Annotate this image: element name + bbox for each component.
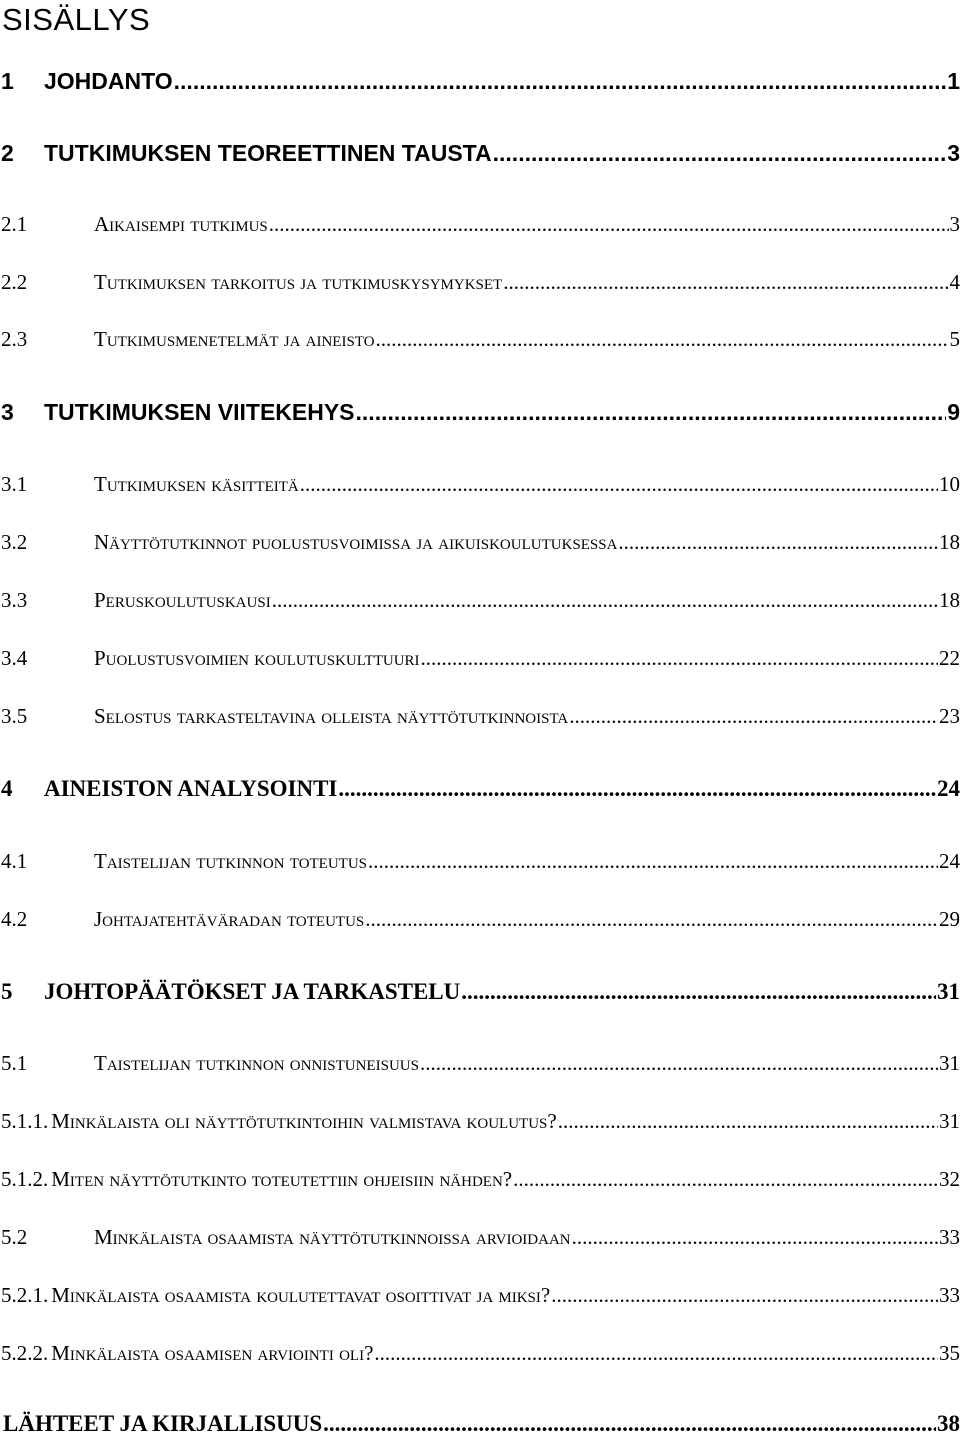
toc-entry-title: Puolustusvoimien koulutuskulttuuri xyxy=(94,646,420,671)
toc-entry-number: 2.1 xyxy=(0,212,94,237)
toc-entry-title: Tutkimusmenetelmät ja aineisto xyxy=(94,327,375,352)
dot-leader xyxy=(420,1051,938,1076)
toc-entry[interactable] xyxy=(0,704,960,740)
dot-leader xyxy=(551,1283,938,1308)
toc-entry-page: 5 xyxy=(950,327,960,352)
toc-entry[interactable] xyxy=(0,979,960,1015)
toc-entry-page: 10 xyxy=(939,472,960,497)
toc-entry-page: 9 xyxy=(947,399,960,426)
toc-entry-title: AINEISTON ANALYSOINTI xyxy=(44,776,337,802)
toc-entry-page: 32 xyxy=(939,1167,960,1192)
toc-entry-title: Johtajatehtäväradan toteutus xyxy=(94,907,364,932)
toc-entry-page: 4 xyxy=(950,270,960,295)
toc-entry-page: 3 xyxy=(950,212,960,237)
dot-leader xyxy=(272,588,938,613)
toc-entry-number: 4.1 xyxy=(0,849,94,874)
toc-entry-number: 5.1 xyxy=(0,1051,94,1076)
toc-entry-page: 24 xyxy=(937,776,960,802)
toc-entry[interactable] xyxy=(0,270,960,306)
dot-leader xyxy=(323,1411,936,1437)
toc-entry-page: 18 xyxy=(939,588,960,613)
toc-entry[interactable] xyxy=(0,849,960,885)
toc-entry-title: TUTKIMUKSEN VIITEKEHYS xyxy=(44,399,355,426)
toc-entry-number: 5.1.2. xyxy=(0,1167,48,1192)
toc-entry-title: Minkälaista osaamista koulutettavat osoittivat ja miksi? xyxy=(51,1283,550,1308)
toc-entry-number: 5 xyxy=(0,979,44,1005)
toc-entry-title: Taistelijan tutkinnon toteutus xyxy=(94,849,367,874)
toc-entry-title: LÄHTEET JA KIRJALLISUUS xyxy=(3,1411,322,1437)
dot-leader xyxy=(376,327,949,352)
dot-leader xyxy=(558,1109,938,1134)
toc-entry-page: 31 xyxy=(937,979,960,1005)
dot-leader xyxy=(269,212,949,237)
toc-entry-number: 3.2 xyxy=(0,530,94,555)
dot-leader xyxy=(368,849,938,874)
page-title: SISÄLLYS xyxy=(2,0,150,40)
dot-leader xyxy=(338,776,936,802)
toc-entry-number: 1 xyxy=(0,68,44,95)
dot-leader xyxy=(493,140,947,167)
toc-entry-number: 3.5 xyxy=(0,704,94,729)
dot-leader xyxy=(461,979,936,1005)
toc-entry[interactable] xyxy=(3,1411,960,1447)
toc-entry[interactable] xyxy=(0,646,960,682)
toc-entry-number: 2.2 xyxy=(0,270,94,295)
toc-entry[interactable] xyxy=(0,212,960,248)
toc-entry[interactable] xyxy=(0,776,960,812)
toc-entry-page: 31 xyxy=(939,1051,960,1076)
toc-entry-number: 5.2.2. xyxy=(0,1341,48,1366)
dot-leader xyxy=(174,68,947,95)
dot-leader xyxy=(374,1341,938,1366)
toc-entry-number: 3.1 xyxy=(0,472,94,497)
toc-entry-number: 3 xyxy=(0,399,44,426)
dot-leader xyxy=(569,704,938,729)
toc-entry-page: 33 xyxy=(939,1283,960,1308)
toc-entry-number: 5.2.1. xyxy=(0,1283,48,1308)
toc-entry[interactable] xyxy=(0,588,960,624)
toc-entry-title: TUTKIMUKSEN TEOREETTINEN TAUSTA xyxy=(44,140,492,167)
toc-entry-number: 2.3 xyxy=(0,327,94,352)
toc-entry-page: 1 xyxy=(947,68,960,95)
toc-entry-page: 3 xyxy=(947,140,960,167)
toc-entry-title: Tutkimuksen tarkoitus ja tutkimuskysymykset xyxy=(94,270,502,295)
toc-entry-page: 24 xyxy=(939,849,960,874)
toc-entry-title: Minkälaista osaamista näyttötutkinnoissa arvioidaan xyxy=(94,1225,571,1250)
toc-entry-number: 5.1.1. xyxy=(0,1109,48,1134)
toc-entry-number: 2 xyxy=(0,140,44,167)
toc-entry[interactable] xyxy=(0,1225,960,1261)
toc-entry-page: 38 xyxy=(937,1411,960,1437)
toc-entry-page: 23 xyxy=(939,704,960,729)
toc-entry-title: Tutkimuksen käsitteitä xyxy=(94,472,299,497)
dot-leader xyxy=(356,399,947,426)
toc-entry-title: Näyttötutkinnot puolustusvoimissa ja aikuiskoulutuksessa xyxy=(94,530,617,555)
toc-entry-number: 3.3 xyxy=(0,588,94,613)
toc-entry-number: 4.2 xyxy=(0,907,94,932)
toc-entry[interactable] xyxy=(0,327,960,363)
toc-entry-title: Minkälaista oli näyttötutkintoihin valmistava koulutus? xyxy=(51,1109,556,1134)
toc-entry[interactable] xyxy=(0,1341,960,1377)
dot-leader xyxy=(503,270,948,295)
toc-entry-title: Peruskoulutuskausi xyxy=(94,588,271,613)
toc-entry-page: 29 xyxy=(939,907,960,932)
toc-entry[interactable] xyxy=(0,399,960,435)
toc-entry-page: 22 xyxy=(939,646,960,671)
toc-entry-title: Miten näyttötutkinto toteutettiin ohjeisiin nähden? xyxy=(51,1167,512,1192)
dot-leader xyxy=(300,472,938,497)
toc-entry-title: Aikaisempi tutkimus xyxy=(94,212,268,237)
toc-entry-title: JOHDANTO xyxy=(44,68,173,95)
toc-entry-page: 33 xyxy=(939,1225,960,1250)
dot-leader xyxy=(365,907,938,932)
dot-leader xyxy=(513,1167,938,1192)
toc-entry[interactable] xyxy=(0,530,960,566)
toc-entry-number: 5.2 xyxy=(0,1225,94,1250)
toc-entry-title: Selostus tarkasteltavina olleista näyttötutkinnoista xyxy=(94,704,568,729)
dot-leader xyxy=(572,1225,938,1250)
toc-entry[interactable] xyxy=(0,1051,960,1087)
dot-leader xyxy=(618,530,938,555)
toc-entry-page: 35 xyxy=(939,1341,960,1366)
toc-entry-page: 18 xyxy=(939,530,960,555)
toc-entry-number: 3.4 xyxy=(0,646,94,671)
toc-entry-title: Taistelijan tutkinnon onnistuneisuus xyxy=(94,1051,419,1076)
dot-leader xyxy=(421,646,938,671)
toc-entry[interactable] xyxy=(0,68,960,104)
toc-entry[interactable] xyxy=(0,1109,960,1145)
toc-entry-number: 4 xyxy=(0,776,44,802)
toc-entry-title: Minkälaista osaamisen arviointi oli? xyxy=(51,1341,373,1366)
toc-entry-page: 31 xyxy=(939,1109,960,1134)
toc-entry[interactable] xyxy=(0,472,960,508)
toc-entry[interactable] xyxy=(0,1167,960,1203)
toc-entry[interactable] xyxy=(0,907,960,943)
toc-entry[interactable] xyxy=(0,140,960,176)
toc-entry-title: JOHTOPÄÄTÖKSET JA TARKASTELU xyxy=(44,979,460,1005)
toc-entry[interactable] xyxy=(0,1283,960,1319)
